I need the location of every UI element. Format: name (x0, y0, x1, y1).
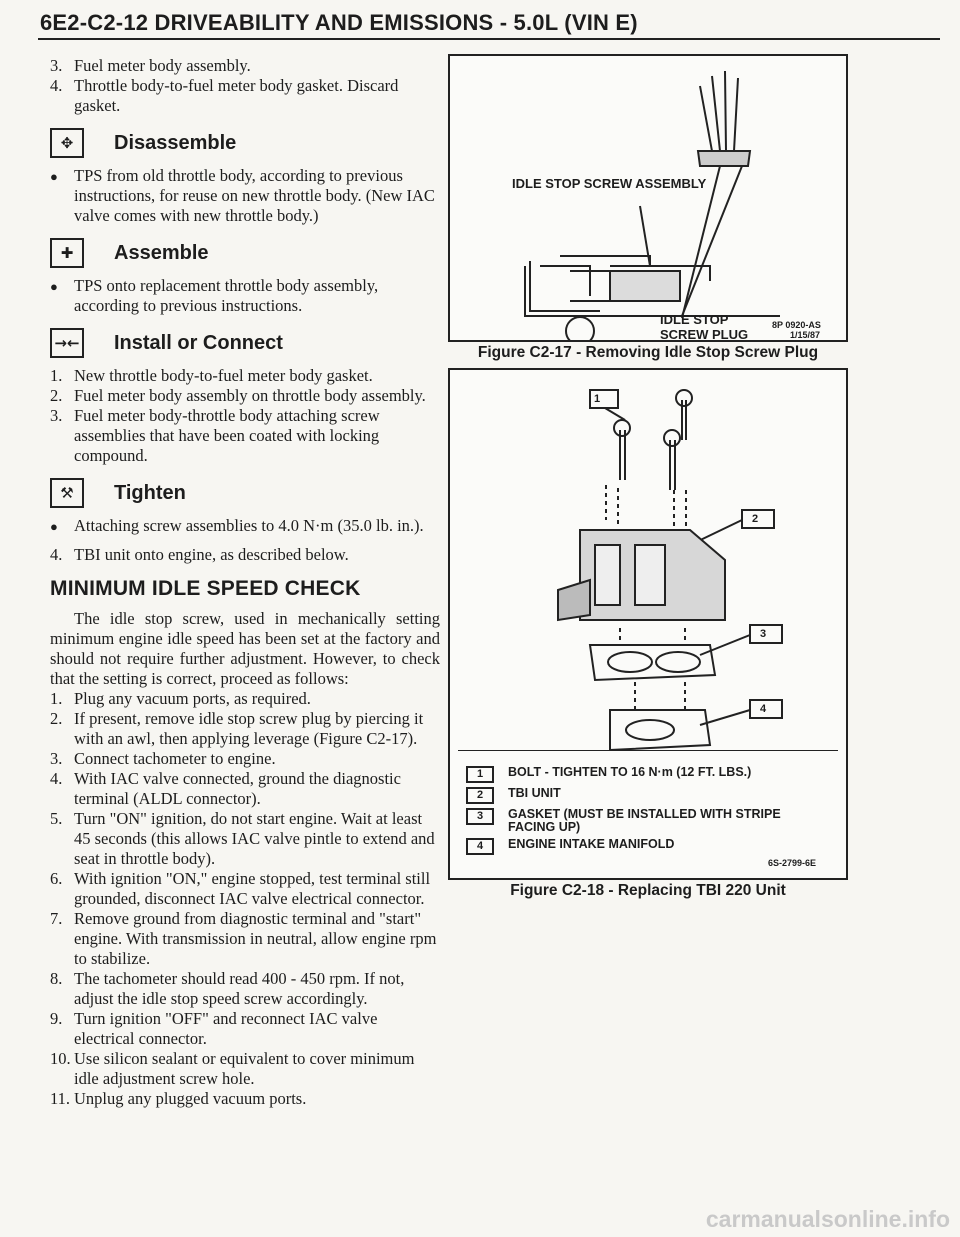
legend-item (466, 787, 826, 804)
figure-code: 8P 0920-AS (772, 320, 821, 330)
item-text: With ignition "ON," engine stopped, test terminal still grounded, disconnect IAC valve electrical connector. (74, 869, 431, 908)
item-text: Unplug any plugged vacuum ports. (74, 1089, 307, 1108)
list-item (50, 1009, 440, 1049)
list-item (50, 1049, 440, 1089)
section-install (50, 328, 440, 358)
item-text: Throttle body-to-fuel meter body gasket. Discard gasket. (74, 76, 399, 115)
list-item (50, 545, 440, 565)
legend-number: 3 (466, 808, 494, 825)
list-item (50, 909, 440, 969)
legend-number: 2 (466, 787, 494, 804)
page-header: 6E2-C2-12 DRIVEABILITY AND EMISSIONS - 5.0L (VIN E) (40, 10, 638, 35)
bullet-item (50, 516, 440, 537)
callout-4: 4 (760, 703, 767, 715)
figure-tbi-unit (448, 368, 848, 880)
legend-number: 4 (466, 838, 494, 855)
callout-1: 1 (594, 393, 601, 405)
list-item (50, 769, 440, 809)
item-number: 3. (50, 56, 63, 75)
item-number: 10. (50, 1049, 71, 1068)
tbi-exploded-diagram (450, 370, 846, 760)
legend-item (466, 838, 826, 855)
item-number: 1. (50, 366, 63, 385)
legend-item (466, 808, 826, 834)
list-item (50, 689, 440, 709)
section-label: Tighten (114, 482, 186, 504)
item-text: Remove ground from diagnostic terminal and "start" engine. With transmission in neutral, allow engine rpm to stabilize. (74, 909, 437, 968)
bullet-dot-icon: ● (50, 519, 58, 534)
item-text: TBI unit onto engine, as described below. (74, 545, 349, 564)
legend-text: ENGINE INTAKE MANIFOLD (508, 837, 675, 851)
item-number: 8. (50, 969, 63, 988)
list-item (50, 809, 440, 869)
intro-paragraph: The idle stop screw, used in mechanically setting minimum engine idle speed has been set at the factory and should not require further adjustment. However, to check that the setting is correct, proceed as follows: (50, 609, 440, 688)
item-number: 9. (50, 1009, 63, 1028)
item-number: 3. (50, 749, 63, 768)
list-item (50, 749, 440, 769)
bullet-dot-icon: ● (50, 279, 58, 294)
figure-idle-stop-screw (448, 54, 848, 342)
figure-legend (466, 766, 826, 859)
callout-3: 3 (760, 628, 767, 640)
bullet-text: TPS from old throttle body, according to previous instructions, for reuse on new throttle body. (New IAC valve comes with new throttle body.) (74, 166, 435, 225)
section-disassemble (50, 128, 440, 158)
item-number: 4. (50, 76, 63, 95)
section-label: Install or Connect (114, 332, 283, 354)
section-heading: MINIMUM IDLE SPEED CHECK (50, 577, 361, 600)
item-text: Fuel meter body assembly. (74, 56, 251, 75)
assemble-icon: ✚ (50, 238, 84, 268)
item-text: Fuel meter body-throttle body attaching screw assemblies that have been coated with locking compound. (74, 406, 380, 465)
list-item (50, 366, 440, 386)
list-item (50, 1089, 440, 1109)
figure-caption: Figure C2-17 - Removing Idle Stop Screw Plug (477, 344, 819, 361)
list-item (50, 869, 440, 909)
item-text: If present, remove idle stop screw plug by piercing it with an awl, then applying leverage (Figure C2-17). (74, 709, 424, 748)
bullet-item (50, 166, 440, 226)
idle-check-steps (50, 689, 440, 1109)
item-text: Connect tachometer to engine. (74, 749, 276, 768)
legend-text: TBI UNIT (508, 786, 561, 800)
item-number: 6. (50, 869, 63, 888)
item-number: 4. (50, 545, 63, 564)
bullet-text: Attaching screw assemblies to 4.0 N·m (35.0 lb. in.). (74, 516, 424, 535)
legend-text: BOLT - TIGHTEN TO 16 N·m (12 FT. LBS.) (508, 765, 752, 779)
item-number: 4. (50, 769, 63, 788)
watermark: carmanualsonline.info (705, 1206, 950, 1232)
callout-2: 2 (752, 513, 759, 525)
legend-number: 1 (466, 766, 494, 783)
item-number: 2. (50, 386, 63, 405)
item-text: Plug any vacuum ports, as required. (74, 689, 311, 708)
list-item (50, 406, 440, 466)
list-item (50, 969, 440, 1009)
label-idle-stop-screw: IDLE STOP SCREW ASSEMBLY (512, 176, 707, 191)
section-tighten (50, 478, 440, 508)
item-number: 3. (50, 406, 63, 425)
idle-stop-diagram (450, 56, 846, 340)
list-item (50, 386, 440, 406)
list-item (50, 56, 440, 76)
item-text: Fuel meter body assembly on throttle body assembly. (74, 386, 426, 405)
figure-date: 1/15/87 (790, 330, 821, 340)
legend-item (466, 766, 826, 783)
bullet-text: TPS onto replacement throttle body assembly, according to previous instructions. (74, 276, 379, 315)
bullet-dot-icon: ● (50, 169, 58, 184)
left-column (50, 56, 440, 1109)
section-label: Disassemble (114, 132, 237, 154)
item-text: Use silicon sealant or equivalent to cover minimum idle adjustment screw hole. (74, 1049, 415, 1088)
item-number: 5. (50, 809, 63, 828)
item-number: 11. (50, 1089, 71, 1108)
install-icon: →← (50, 328, 84, 358)
item-text: The tachometer should read 400 - 450 rpm. If not, adjust the idle stop speed screw accordingly. (74, 969, 405, 1008)
item-number: 1. (50, 689, 63, 708)
item-text: Turn ignition "OFF" and reconnect IAC valve electrical connector. (74, 1009, 378, 1048)
item-text: Turn "ON" ignition, do not start engine. Wait at least 45 seconds (this allows IAC valve pintle to extend and seat in throttle body). (74, 809, 435, 868)
legend-text: GASKET (MUST BE INSTALLED WITH STRIPE FACING UP) (508, 807, 781, 834)
section-label: Assemble (114, 242, 209, 264)
disassemble-icon: ✥ (50, 128, 84, 158)
bullet-item (50, 276, 440, 316)
legend-divider (458, 750, 838, 751)
item-text: With IAC valve connected, ground the diagnostic terminal (ALDL connector). (74, 769, 401, 808)
figure-code: 6S-2799-6E (768, 858, 817, 868)
item-text: New throttle body-to-fuel meter body gasket. (74, 366, 373, 385)
list-item (50, 76, 440, 116)
item-number: 7. (50, 909, 63, 928)
header-rule (38, 38, 940, 40)
item-number: 2. (50, 709, 63, 728)
wrench-icon: ⚒ (50, 478, 84, 508)
list-item (50, 709, 440, 749)
section-assemble (50, 238, 440, 268)
figure-caption: Figure C2-18 - Replacing TBI 220 Unit (510, 882, 786, 899)
label-idle-stop-plug: IDLE STOP SCREW PLUG (660, 312, 749, 342)
